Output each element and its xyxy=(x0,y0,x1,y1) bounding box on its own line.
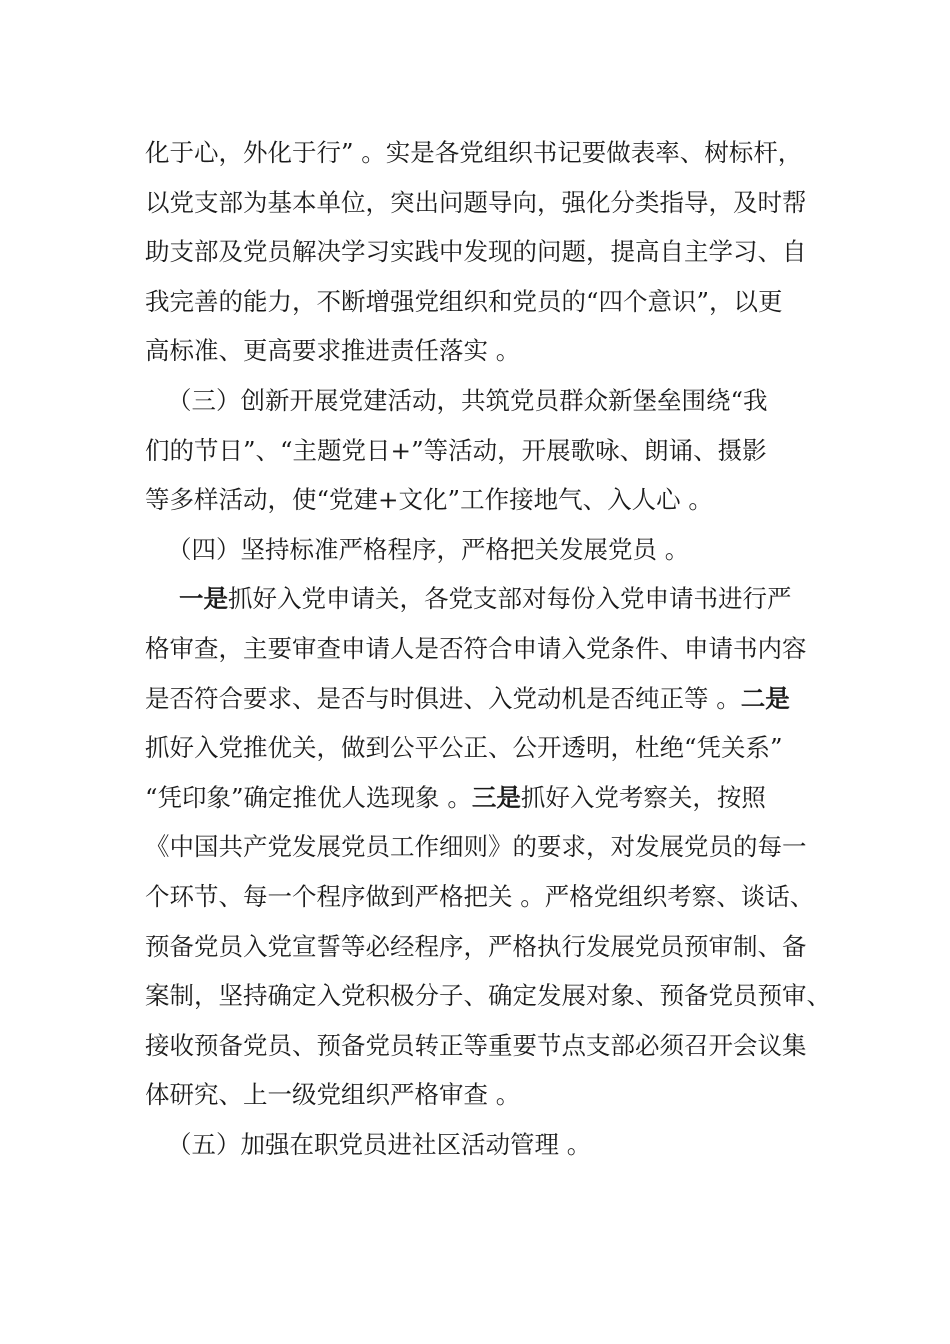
paragraph-1-line-5: 高标准、更高要求推进责任落实 。 xyxy=(145,336,521,366)
section-4-line-8: 预备党员入党宣誓等必经程序，严格执行发展党员预审制、备 xyxy=(145,931,807,961)
section-4-line-11: 体研究、上一级党组织严格审查 。 xyxy=(145,1080,521,1110)
document-body xyxy=(145,128,831,1169)
section-3-heading-line-1: （三）创新开展党建活动，共筑党员群众新堡垒围绕“我 xyxy=(167,385,768,415)
section-4-line-7: 个环节、每一个程序做到严格把关 。严格党组织考察、谈话、 xyxy=(145,881,815,911)
point-1-label: 一是 xyxy=(179,584,228,614)
paragraph-1-line-3: 助支部及党员解决学习实践中发现的问题，提高自主学习、自 xyxy=(145,237,807,267)
section-3-line-2: 们的节日”、“主题党日+”等活动，开展歌咏、朗诵、摄影 xyxy=(145,435,767,465)
point-3-label: 三是 xyxy=(471,782,521,812)
section-4-line-6: 《中国共产党发展党员工作细则》的要求，对发展党员的每一 xyxy=(145,832,807,862)
point-2-label: 二是 xyxy=(740,683,790,713)
section-4-line-9: 案制，坚持确定入党积极分子、确定发展对象、预备党员预审、 xyxy=(145,981,831,1011)
point-1-text-end: 是否符合要求、是否与时俱进、入党动机是否纯正等 。 xyxy=(145,683,741,713)
section-4-line-4: 抓好入党推优关，做到公平公正、公开透明，杜绝“凭关系” xyxy=(145,733,783,763)
section-4-line-10: 接收预备党员、预备党员转正等重要节点支部必须召开会议集 xyxy=(145,1030,807,1060)
point-3-text: 抓好入党考察关，按照 xyxy=(520,782,766,812)
section-3-line-3: 等多样活动，使“党建+文化”工作接地气、入人心 。 xyxy=(145,485,713,515)
section-4-line-2: 格审查，主要审查申请人是否符合申请入党条件、申请书内容 xyxy=(145,633,807,663)
point-2-text-end: “凭印象”确定推优人选现象 。 xyxy=(145,782,472,812)
section-4-line-5 xyxy=(145,773,827,823)
point-1-text: 抓好入党申请关，各党支部对每份入党申请书进行严 xyxy=(228,584,792,614)
section-5-heading: （五）加强在职党员进社区活动管理 。 xyxy=(167,1129,592,1159)
section-4-line-3 xyxy=(145,674,827,724)
section-4-line-1 xyxy=(145,574,827,624)
paragraph-1-line-4: 我完善的能力，不断增强党组织和党员的“四个意识”，以更 xyxy=(145,286,783,316)
paragraph-1-line-2: 以党支部为基本单位，突出问题导向，强化分类指导，及时帮 xyxy=(145,187,807,217)
section-4-heading: （四）坚持标准严格程序，严格把关发展党员 。 xyxy=(167,534,690,564)
paragraph-1-line-1: 化于心，外化于行” 。实是各党组织书记要做表率、树标杆， xyxy=(145,138,803,167)
